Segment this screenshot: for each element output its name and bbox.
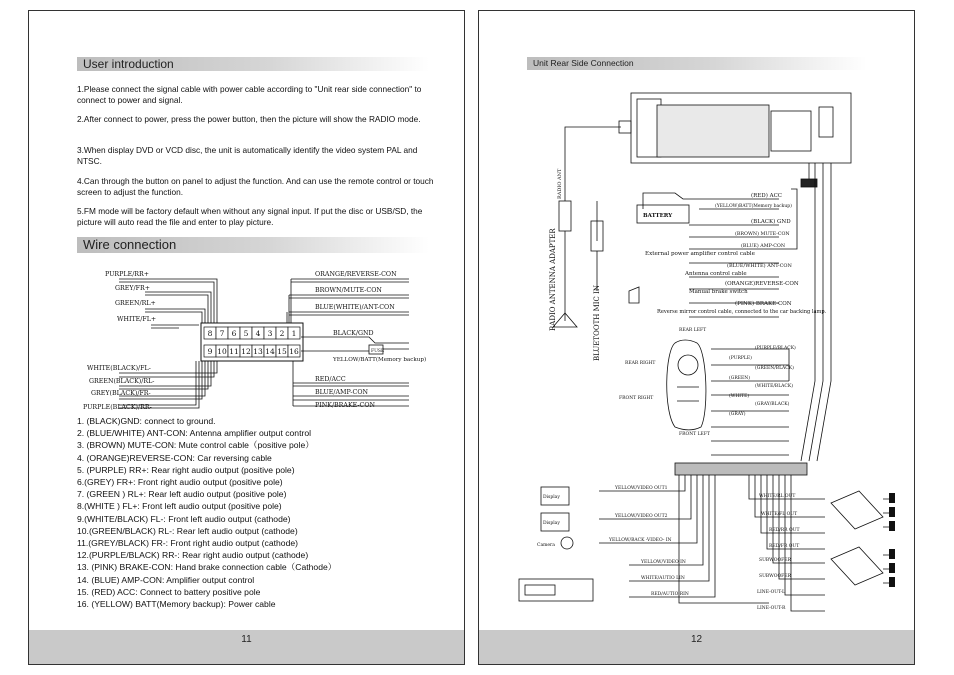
wire-label-left: GREEN(BLACK)/RL- bbox=[89, 378, 155, 385]
pin-number: 12 bbox=[241, 347, 251, 356]
wire-label-left: WHITE(BLACK)/FL- bbox=[87, 365, 151, 372]
wire-label-right: RED/ACC bbox=[315, 376, 346, 383]
wire-label-right: YELLOW/BATT(Memory backup) bbox=[333, 357, 427, 363]
av-label-left: YELLOW/BACK -VIDEO- IN bbox=[609, 538, 672, 543]
page-footer bbox=[29, 630, 464, 664]
wire-label-left: GREEN/RL+ bbox=[115, 300, 156, 307]
camera-label: Camera bbox=[537, 543, 555, 548]
section-title: User introduction bbox=[83, 57, 174, 71]
intro-paragraph-3: 3.When display DVD or VCD disc, the unit is automatically identify the video system PAL and NTSC. bbox=[77, 145, 418, 166]
pin-number: 15 bbox=[277, 347, 287, 356]
power-label: (BLACK) GND bbox=[751, 219, 791, 225]
fuse-label: FUSE bbox=[371, 349, 385, 354]
wire-label-right: BROWN/MUTE-CON bbox=[315, 287, 382, 294]
legend-item: 1. (BLACK)GND: connect to ground. bbox=[77, 416, 216, 426]
power-label: Manual brake switch bbox=[689, 289, 748, 295]
wire-harness-diagram bbox=[79, 265, 427, 411]
radio-ant-label: RADIO ANT bbox=[557, 168, 563, 199]
section-header-user-introduction bbox=[77, 57, 429, 71]
antenna-label: RADIO ANTENNA ADAPTER bbox=[549, 228, 557, 331]
wire-label-right: ORANGE/REVERSE-CON bbox=[315, 271, 397, 278]
power-label: (PINK) BRAKE-CON bbox=[735, 301, 792, 307]
pin-number: 6 bbox=[231, 329, 237, 338]
section-header-unit-rear-side bbox=[527, 57, 867, 70]
section-header-wire-connection bbox=[77, 237, 429, 253]
av-label-right: LINE-OUT-L bbox=[757, 590, 786, 595]
speaker-wire-label: (WHITE) bbox=[729, 394, 750, 399]
wire-label-right: BLUE(WHITE)/ANT-CON bbox=[315, 304, 395, 311]
legend-item: 16. (YELLOW) BATT(Memory backup): Power cable bbox=[77, 599, 276, 610]
pin-number: 4 bbox=[255, 329, 261, 338]
av-label-right: RED/RR OUT bbox=[769, 528, 800, 533]
pin-number: 2 bbox=[279, 329, 285, 338]
power-label: Reverse mirror control cable, connected to the car backing lamp. bbox=[657, 309, 827, 315]
car-label: REAR RIGHT bbox=[625, 361, 656, 366]
av-label-right: WHITE/RL OUT bbox=[759, 494, 796, 499]
wire-label-left: PURPLE/RR+ bbox=[105, 271, 150, 278]
av-label-right: SUBWOOFER bbox=[759, 574, 791, 579]
wire-label-left: GREY/FR+ bbox=[115, 285, 151, 292]
power-label: (BLUE/WHITE) ANT-CON bbox=[727, 263, 792, 269]
pin-number: 1 bbox=[291, 329, 297, 338]
legend-item: 2. (BLUE/WHITE) ANT-CON: Antenna amplifier output control bbox=[77, 428, 312, 439]
pin-number: 10 bbox=[217, 347, 227, 356]
legend-item: 10.(GREEN/BLACK) RL-: Rear left audio output (cathode) bbox=[77, 525, 298, 536]
power-label: External power amplifier control cable bbox=[645, 251, 755, 257]
legend-item: 9.(WHITE/BLACK) FL-: Front left audio output (cathode) bbox=[77, 513, 291, 524]
wire-label-left: GREY(BLACK)/FR- bbox=[91, 390, 151, 397]
av-label-left: WHITE/AUTIO LIN bbox=[641, 576, 685, 581]
legend-item: 15. (RED) ACC: Connect to battery positive pole bbox=[77, 586, 261, 597]
speaker-wire-label: (PURPLE) bbox=[729, 356, 752, 361]
legend-item: 11.(GREY/BLACK) FR-: Front right audio output (cathode) bbox=[77, 538, 298, 549]
av-label-left: RED/AUTIO RIN bbox=[651, 592, 689, 597]
av-label-left: YELLOW/VIDEO OUT2 bbox=[615, 514, 668, 519]
wire-label-right: BLACK/GND bbox=[333, 330, 374, 337]
speaker-wire-label: (GRAY/BLACK) bbox=[755, 402, 790, 407]
wire-label-left: WHITE/FL+ bbox=[117, 316, 157, 323]
power-label: (BLUE) AMP-CON bbox=[741, 244, 786, 249]
wire-label-right: BLUE/AMP-CON bbox=[315, 389, 368, 396]
legend-item: 14. (BLUE) AMP-CON: Amplifier output control bbox=[77, 574, 255, 585]
battery-label: BATTERY bbox=[643, 213, 673, 219]
power-label: (BROWN) MUTE-CON bbox=[735, 232, 790, 237]
legend-item: 8.(WHITE ) FL+: Front left audio output (positive pole) bbox=[77, 501, 282, 512]
power-label: (YELLOW)BATT(Memory backup) bbox=[715, 204, 792, 209]
av-label-left: YELLOW/VIDEO IN bbox=[641, 560, 686, 565]
intro-paragraph-4: 4.Can through the button on panel to adjust the function. And can use the remote control or touch screen to adjust the function. bbox=[77, 176, 434, 197]
pin-number: 16 bbox=[289, 347, 299, 356]
legend-item: 7. (GREEN ) RL+: Rear left audio output (positive pole) bbox=[77, 489, 287, 500]
section-title: Wire connection bbox=[83, 237, 177, 252]
wire-label-right: PINK/BRAKE-CON bbox=[315, 402, 376, 409]
pin-number: 11 bbox=[229, 347, 239, 356]
legend-item: 12.(PURPLE/BLACK) RR-: Rear right audio output (cathode) bbox=[77, 550, 309, 561]
av-label-right: SUBWOOFER bbox=[759, 558, 791, 563]
intro-paragraph-5: 5.FM mode will be factory default when without any signal input. If put the disc or USB/SD, the picture will auto read the file and enter to play picture. bbox=[77, 206, 423, 227]
car-label: FRONT LEFT bbox=[679, 432, 710, 437]
section-title: Unit Rear Side Connection bbox=[533, 58, 634, 68]
av-label-right: WHITE/FL OUT bbox=[761, 512, 798, 517]
speaker-wire-label: (GREEN/BLACK) bbox=[755, 366, 794, 371]
wire-label-left: PURPLE(BLACK)/RR- bbox=[83, 404, 152, 411]
pin-number: 5 bbox=[243, 329, 249, 338]
page-number: 12 bbox=[690, 634, 703, 645]
legend-item: 13. (PINK) BRAKE-CON: Hand brake connection cable（Cathode） bbox=[77, 562, 337, 573]
power-label: (ORANGE)REVERSE-CON bbox=[725, 281, 799, 287]
pin-number: 3 bbox=[267, 329, 273, 338]
page-number: 11 bbox=[241, 634, 252, 645]
left-page bbox=[28, 10, 465, 665]
speaker-wire-label: (PURPLE/BLACK) bbox=[755, 346, 796, 351]
legend-item: 4. (ORANGE)REVERSE-CON: Car reversing cable bbox=[77, 452, 272, 463]
connector-top-row bbox=[204, 327, 300, 339]
power-label: Antenna control cable bbox=[685, 271, 747, 277]
pin-number: 13 bbox=[253, 347, 263, 356]
car-label: FRONT RIGHT bbox=[619, 396, 654, 401]
speaker-wire-label: (GRAY) bbox=[729, 412, 746, 417]
pin-number: 14 bbox=[265, 347, 275, 356]
intro-paragraph-1: 1.Please connect the signal cable with power cable according to "Unit rear side connection" to connect to power and signal. bbox=[77, 84, 422, 105]
pin-legend-list bbox=[77, 415, 407, 610]
legend-item: 6.(GREY) FR+: Front right audio output (positive pole) bbox=[77, 477, 283, 488]
car-label: REAR LEFT bbox=[679, 328, 707, 333]
av-label-right: RED/FR OUT bbox=[769, 544, 800, 549]
av-label-left: YELLOW/VIDEO OUT1 bbox=[615, 486, 668, 491]
intro-paragraph-2: 2.After connect to power, press the power button, then the picture will show the RADIO mode. bbox=[77, 114, 421, 124]
pin-number: 7 bbox=[219, 329, 225, 338]
rear-connection-diagram bbox=[479, 81, 916, 616]
pin-number: 8 bbox=[207, 329, 213, 338]
display-label: Display bbox=[543, 521, 560, 526]
display-label: Display bbox=[543, 495, 560, 500]
legend-item: 3. (BROWN) MUTE-CON: Mute control cable（positive pole） bbox=[77, 440, 314, 451]
power-label: (RED) ACC bbox=[751, 193, 782, 199]
speaker-wire-label: (GREEN) bbox=[729, 376, 751, 381]
right-page bbox=[478, 10, 915, 665]
page-footer bbox=[479, 630, 914, 664]
speaker-wire-label: (WHITE/BLACK) bbox=[755, 384, 793, 389]
av-label-right: LINE-OUT-R bbox=[757, 606, 786, 611]
legend-item: 5. (PURPLE) RR+: Rear right audio output (positive pole) bbox=[77, 464, 295, 475]
pin-number: 9 bbox=[207, 347, 213, 356]
mic-label: BLUETOOTH MIC IN bbox=[593, 285, 601, 361]
